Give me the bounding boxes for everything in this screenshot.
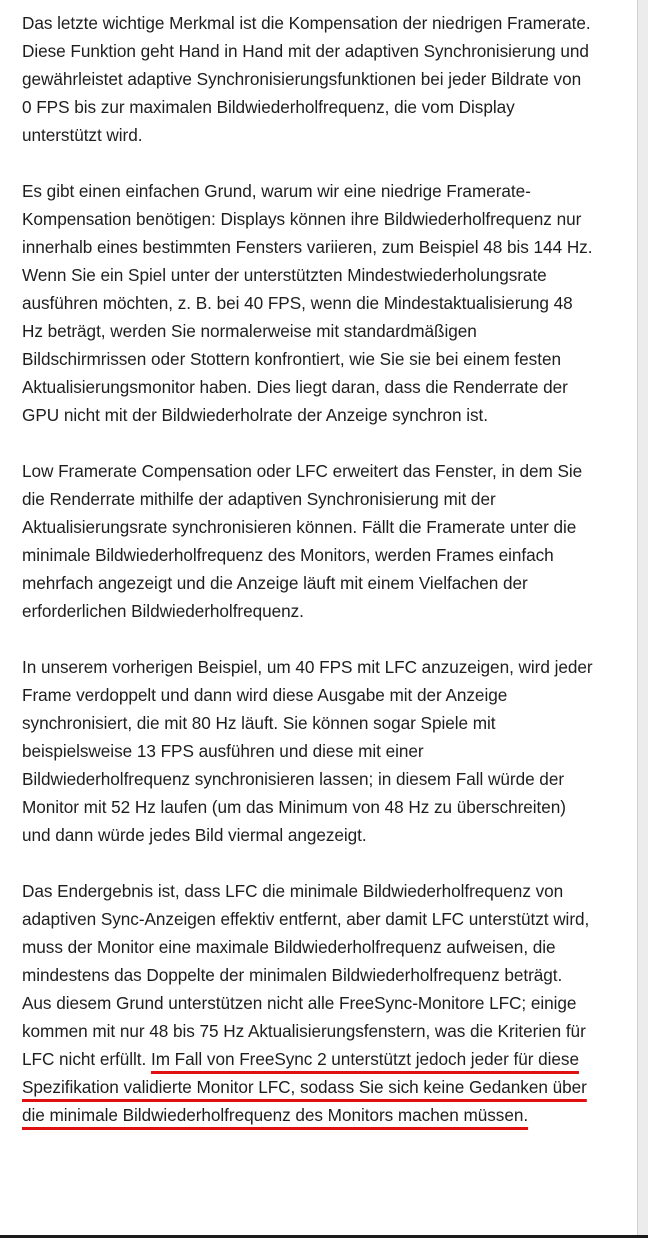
conclusion-plain-text: Das Endergebnis ist, dass LFC die minimale Bildwiederholfrequenz von adaptiven Sync-Anzeigen effektiv entfernt, aber damit LFC unterstützt wird, muss der Monitor eine maximale Bildwiederholfrequenz aufweisen, die mindestens das Doppelte der minimalen Bildwiederholfrequenz beträgt. Aus diesem Grund unterstützen nicht alle FreeSync-Monitore LFC; einige kommen mit nur 48 bis 75 Hz Aktualisierungsfenstern, was die Kriterien für LFC nicht erfüllt. <box>22 881 590 1069</box>
highlighted-freesync2-text: Im Fall von FreeSync 2 unterstützt jedoch jeder für diese Spezifikation validierte Monitor LFC, sodass Sie sich keine Gedanken über die minimale Bildwiederholfrequenz des Monitors machen müssen. <box>22 1049 587 1125</box>
paragraph-lfc-intro: Das letzte wichtige Merkmal ist die Kompensation der niedrigen Framerate. Diese Funktion geht Hand in Hand mit der adaptiven Synchronisierung und gewährleistet adaptive Synchronisierungsfunktionen bei jeder Bildrate von 0 FPS bis zur maximalen Bildwiederholfrequenz, die vom Display unterstützt wird. <box>22 13 591 145</box>
paragraph-lfc-explanation: Low Framerate Compensation oder LFC erweitert das Fenster, in dem Sie die Renderrate mithilfe der adaptiven Synchronisierung mit der Aktualisierungsrate synchronisieren können. Fällt die Framerate unter die minimale Bildwiederholfrequenz des Monitors, werden Frames einfach mehrfach angezeigt und die Anzeige läuft mit einem Vielfachen der erforderlichen Bildwiederholfrequenz. <box>22 461 583 621</box>
paragraph-lfc-example: In unserem vorherigen Beispiel, um 40 FPS mit LFC anzuzeigen, wird jeder Frame verdoppelt und dann wird diese Ausgabe mit der Anzeige synchronisiert, die mit 80 Hz läuft. Sie können sogar Spiele mit beispielsweise 13 FPS ausführen und diese mit einer Bildwiederholfrequenz synchronisieren lassen; in diesem Fall würde der Monitor mit 52 Hz laufen (um das Minimum von 48 Hz zu überschreiten) und dann würde jedes Bild viermal angezeigt. <box>22 657 593 845</box>
paragraph-lfc-conclusion <box>22 877 594 1129</box>
article-body <box>22 9 594 1157</box>
paragraph-lfc-reason: Es gibt einen einfachen Grund, warum wir eine niedrige Framerate-Kompensation benötigen: Displays können ihre Bildwiederholfrequenz nur innerhalb eines bestimmten Fensters variieren, zum Beispiel 48 bis 144 Hz. Wenn Sie ein Spiel unter der unterstützten Mindestwiederholungsrate ausführen möchten, z. B. bei 40 FPS, wenn die Mindestaktualisierung 48 Hz beträgt, werden Sie normalerweise mit standardmäßigen Bildschirmrissen oder Stottern konfrontiert, wie Sie sie bei einem festen Aktualisierungsmonitor haben. Dies liegt daran, dass die Renderrate der GPU nicht mit der Bildwiederholrate der Anzeige synchron ist. <box>22 181 593 425</box>
